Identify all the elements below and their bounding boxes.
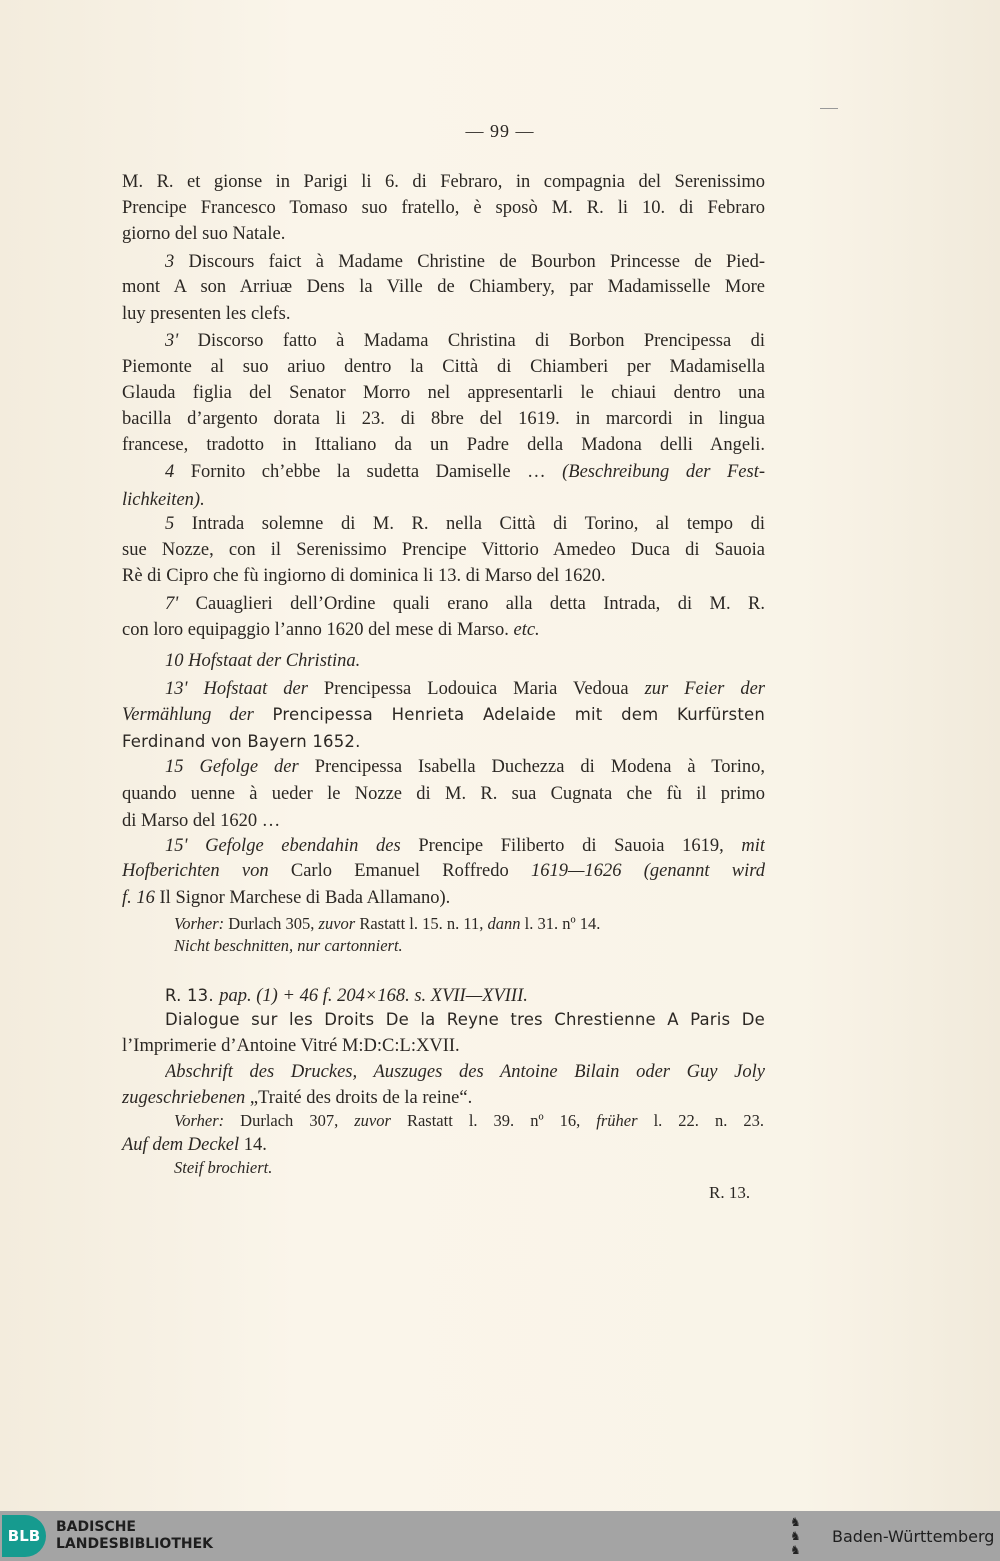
text-segment: l. 22. n. 23. xyxy=(637,1111,764,1130)
text-segment: Ferdinand von Bayern 1652. xyxy=(122,732,361,751)
text-segment: zuvor xyxy=(354,1111,391,1130)
text-segment: Cauaglieri dell’Ordine quali erano alla detta Intrada, di M. R. xyxy=(178,594,765,614)
text-segment: zugeschriebenen xyxy=(122,1088,246,1108)
text-line xyxy=(122,704,765,726)
text-segment: Il Signor Marchese di Bada Allamano). xyxy=(154,888,451,908)
text-segment: quando uenne à ueder le Nozze di M. R. sua Cugnata che fù il primo xyxy=(122,784,765,804)
text-segment: zur Feier der xyxy=(644,679,765,699)
text-line xyxy=(122,223,765,245)
text-segment: mit xyxy=(741,836,765,856)
text-line xyxy=(165,756,765,778)
text-line xyxy=(165,985,765,1007)
text-segment: 13' Hofstaat der xyxy=(165,679,308,699)
text-segment: M. R. et gionse in Parigi li 6. di Febraro, in compagnia del Serenissimo xyxy=(122,172,765,192)
text-line xyxy=(165,1061,765,1083)
text-segment: luy presenten les clefs. xyxy=(122,304,291,324)
text-line xyxy=(174,1157,764,1179)
text-segment: früher xyxy=(596,1111,638,1130)
text-segment: (Beschreibung der Fest- xyxy=(562,462,765,482)
text-line xyxy=(122,1134,765,1156)
text-line xyxy=(174,913,764,935)
text-line xyxy=(122,489,765,511)
text-segment: zuvor xyxy=(318,914,356,933)
text-segment: bacilla d’argento dorata li 23. di 8bre del 1619. in marcordi in lingua xyxy=(122,409,765,429)
text-line xyxy=(165,513,765,535)
text-line xyxy=(165,678,765,700)
text-line xyxy=(122,356,765,378)
text-line xyxy=(165,593,765,615)
text-segment: l. 31. nº 14. xyxy=(520,914,601,933)
text-line xyxy=(122,619,765,641)
text-segment: francese, tradotto in Ittaliano da un Padre della Madona delli Angeli. xyxy=(122,435,765,455)
text-segment: Fornito ch’ebbe la sudetta Damiselle … xyxy=(174,462,563,482)
text-line xyxy=(165,461,765,483)
text-line xyxy=(122,171,765,193)
text-segment: Prencipe Filiberto di Sauoia 1619, xyxy=(400,836,742,856)
text-segment: Durlach 307, xyxy=(224,1111,355,1130)
text-line xyxy=(122,810,765,832)
lions-crest-icon: ♞ ♞ ♞ xyxy=(790,1515,801,1557)
text-segment: con loro equipaggio l’anno 1620 del mese di Marso. xyxy=(122,620,514,640)
text-segment: Rastatt l. 15. n. 11, xyxy=(355,914,488,933)
text-segment: 15' Gefolge ebendahin des xyxy=(165,836,401,856)
text-segment: 10 Hofstaat der Christina. xyxy=(165,651,361,671)
text-segment: Abschrift des Druckes, Auszuges des Antoine Bilain oder Guy Joly xyxy=(165,1062,765,1082)
text-line xyxy=(122,434,765,456)
text-segment: „Traité des droits de la reine“. xyxy=(245,1088,473,1108)
text-segment: l’Imprimerie d’Antoine Vitré M:D:C:L:XVII. xyxy=(122,1036,460,1056)
text-line xyxy=(122,382,765,404)
text-segment: giorno del suo Natale. xyxy=(122,224,286,244)
page-number: — 99 — xyxy=(465,121,535,141)
footer-bar xyxy=(0,1511,1000,1561)
text-segment: Discorso fatto à Madama Christina di Borbon Prencipessa di xyxy=(178,331,765,351)
text-line xyxy=(122,1087,765,1109)
text-segment: Vorher: xyxy=(174,914,225,933)
text-segment: Auf dem Deckel xyxy=(122,1135,240,1155)
text-line xyxy=(122,860,765,882)
text-line xyxy=(165,650,765,672)
text-segment: mont A son Arriuæ Dens la Ville de Chiambery, par Madamisselle More xyxy=(122,277,765,297)
text-segment: 1619—1626 (genannt wird xyxy=(531,861,765,881)
text-line xyxy=(174,1110,764,1132)
text-segment: Nicht beschnitten, nur cartonniert. xyxy=(174,936,403,955)
text-line xyxy=(122,408,765,430)
text-segment: Vermählung der xyxy=(122,705,254,725)
text-segment: 7' xyxy=(165,594,179,614)
text-line xyxy=(122,303,765,325)
text-line xyxy=(122,197,765,219)
text-line xyxy=(122,276,765,298)
text-segment: Glauda figlia del Senator Morro nel appresentarli le chiaui dentro una xyxy=(122,383,765,403)
text-segment: dann xyxy=(487,914,521,933)
library-name-line1: BADISCHE xyxy=(56,1519,136,1535)
text-segment: Prencipessa Lodouica Maria Vedoua xyxy=(307,679,645,699)
state-name: Baden-Württemberg xyxy=(832,1527,995,1546)
text-segment: Hofberichten von xyxy=(122,861,269,881)
text-segment: Prencipessa Isabella Duchezza di Modena à Torino, xyxy=(298,757,765,777)
text-segment: Rastatt l. 39. nº 16, xyxy=(390,1111,597,1130)
text-segment: di Marso del 1620 … xyxy=(122,811,281,831)
text-segment: sue Nozze, con il Serenissimo Prencipe Vittorio Amedeo Duca di Sauoia xyxy=(122,540,765,560)
text-segment: 14. xyxy=(239,1135,267,1155)
text-segment: Piemonte al suo ariuo dentro la Città di Chiamberi per Madamisella xyxy=(122,357,765,377)
text-line xyxy=(122,783,765,805)
text-segment: Durlach 305, xyxy=(224,914,319,933)
text-segment: 5 xyxy=(165,514,175,534)
text-segment: Steif brochiert. xyxy=(174,1158,273,1177)
text-line xyxy=(122,1035,765,1057)
text-segment: Prencipessa Henrieta Adelaide mit dem Kurfürsten xyxy=(253,705,765,724)
text-segment: Carlo Emanuel Roffredo xyxy=(268,861,531,881)
text-line xyxy=(165,1009,765,1031)
library-name[interactable] xyxy=(56,1519,213,1553)
text-segment: lichkeiten). xyxy=(122,490,205,510)
text-line xyxy=(122,731,765,753)
text-line xyxy=(122,539,765,561)
text-segment: f. 16 xyxy=(122,888,155,908)
text-segment: 3 xyxy=(165,252,175,272)
text-line xyxy=(174,935,764,957)
text-segment: R. 13. xyxy=(165,986,220,1005)
signature-reference: R. 13. xyxy=(709,1183,751,1202)
library-name-line2: LANDESBIBLIOTHEK xyxy=(56,1536,214,1552)
text-segment: etc. xyxy=(513,620,540,640)
text-segment: Prencipe Francesco Tomaso suo fratello, è sposò M. R. li 10. di Febraro xyxy=(122,198,765,218)
text-segment: 15 Gefolge der xyxy=(165,757,299,777)
text-segment: Discours faict à Madame Christine de Bourbon Princesse de Pied- xyxy=(174,252,765,272)
text-segment: 4 xyxy=(165,462,175,482)
text-line xyxy=(165,251,765,273)
blb-logo[interactable]: BLB xyxy=(2,1515,46,1557)
text-line xyxy=(165,835,765,857)
text-segment: Dialogue sur les Droits De la Reyne tres Chrestienne A Paris De xyxy=(165,1010,765,1029)
text-segment: Vorher: xyxy=(174,1111,225,1130)
scan-mark xyxy=(820,108,838,109)
text-segment: Rè di Cipro che fù ingiorno di dominica li 13. di Marso del 1620. xyxy=(122,566,606,586)
text-line xyxy=(122,565,765,587)
text-segment: 3' xyxy=(165,331,179,351)
text-line xyxy=(165,330,765,352)
text-segment: Intrada solemne di M. R. nella Città di Torino, al tempo di xyxy=(174,514,765,534)
text-line xyxy=(122,887,765,909)
text-segment: pap. (1) + 46 f. 204×168. s. XVII—XVIII. xyxy=(219,986,528,1006)
